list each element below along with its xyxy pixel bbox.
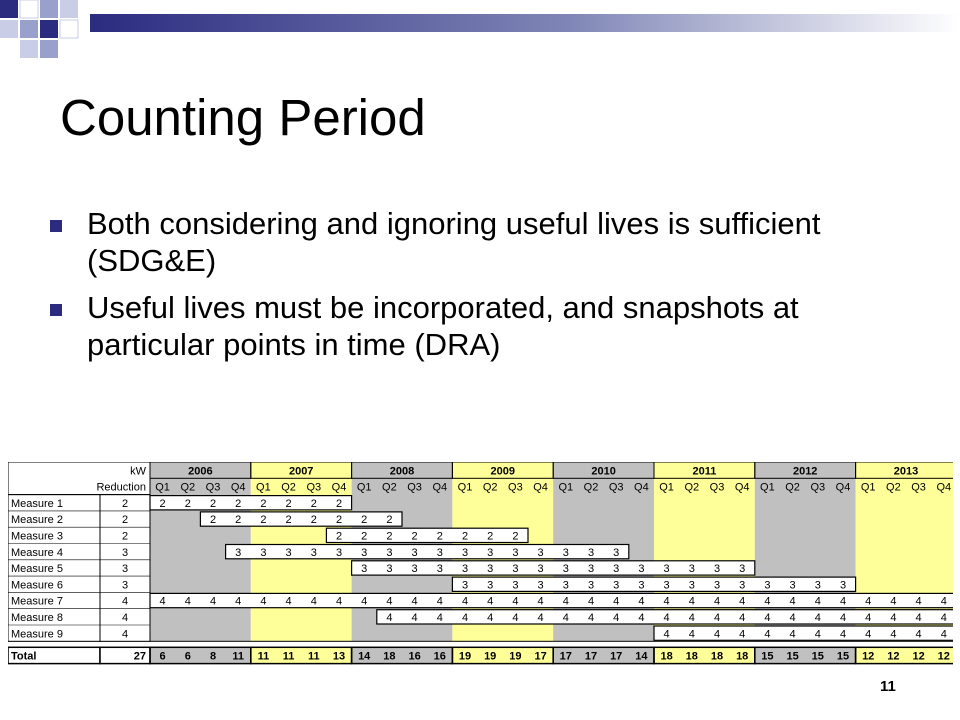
measure-7-value-q7: 4: [310, 595, 317, 608]
measure-6-value-q14: 3: [487, 579, 494, 592]
measure-1-value-q5: 2: [260, 497, 267, 510]
measure-1-value-q1: 2: [159, 497, 166, 510]
total-separator: [8, 641, 953, 647]
measure-3-value-q11: 2: [411, 530, 418, 543]
measure-6-value-q17: 3: [562, 579, 569, 592]
measure-6-value-q16: 3: [537, 579, 544, 592]
measure-3-value-q15: 2: [512, 530, 519, 543]
measure-7-value-q30: 4: [890, 595, 897, 608]
measure-6-value-q26: 3: [789, 579, 796, 592]
measure-6-value-q27: 3: [814, 579, 821, 592]
slide-title: Counting Period: [60, 89, 426, 146]
measure-9-value-q23: 4: [713, 628, 721, 641]
total-value-q15: 19: [509, 650, 522, 663]
header-square-2: [20, 0, 38, 18]
measure-8-value-q28: 4: [839, 612, 847, 624]
bullet-text-1: Both considering and ignoring useful lives is sufficient (SDG&E): [87, 206, 821, 278]
total-value-q24: 18: [736, 650, 749, 663]
total-value-q30: 12: [887, 650, 900, 663]
measure-8-value-q19: 4: [613, 612, 620, 624]
measure-7-value-q25: 4: [764, 595, 771, 608]
measure-7-value-q10: 4: [386, 595, 393, 608]
total-value-q23: 18: [710, 650, 724, 663]
header-square-1: [0, 0, 18, 18]
measure-2-value-q5: 2: [260, 514, 267, 527]
measure-9-value-q30: 4: [890, 628, 897, 641]
measure-9-value-q28: 4: [839, 628, 847, 641]
measure-4-value-q13: 3: [461, 546, 469, 559]
total-value-q2: 6: [184, 650, 191, 663]
measure-kw-3: 2: [121, 530, 129, 543]
measure-7-value-q19: 4: [613, 595, 620, 608]
header-kw-label: kW: [130, 465, 146, 478]
quarter-header-2009-Q2: Q2: [482, 481, 498, 494]
measure-7-value-q17: 4: [562, 595, 569, 608]
measure-8-value-q29: 4: [865, 612, 872, 624]
quarter-header-2009-Q4: Q4: [533, 481, 548, 494]
measure-5-value-q10: 3: [386, 563, 393, 576]
measure-5-value-q24: 3: [739, 563, 746, 576]
quarter-header-2008-Q3: Q3: [407, 481, 422, 494]
measure-span-7: [150, 593, 953, 607]
total-value-q16: 17: [534, 650, 547, 663]
header-square-10: [40, 40, 58, 58]
measure-7-value-q1: 4: [159, 595, 166, 608]
measure-6-value-q18: 3: [587, 579, 595, 592]
quarter-header-2012-Q4: Q4: [835, 481, 851, 494]
measure-6-value-q23: 3: [713, 579, 721, 592]
measure-4-value-q4: 3: [235, 546, 242, 559]
measure-label-1: Measure 1: [11, 497, 63, 510]
total-value-q19: 17: [610, 650, 623, 663]
total-value-q26: 15: [786, 650, 799, 663]
header-gradient-stripe: [90, 14, 960, 32]
measure-7-value-q14: 4: [487, 595, 494, 608]
measure-4-value-q14: 3: [487, 546, 494, 559]
total-value-q10: 18: [383, 650, 396, 663]
year-header-2012: 2012: [792, 465, 818, 478]
measure-4-value-q7: 3: [310, 546, 317, 559]
measure-8-value-q15: 4: [512, 612, 519, 624]
measure-2-value-q3: 2: [209, 514, 217, 527]
measure-4-value-q18: 3: [587, 546, 595, 559]
measure-1-value-q4: 2: [235, 497, 242, 510]
measure-9-value-q29: 4: [865, 628, 872, 641]
counting-period-table: [8, 462, 953, 667]
measure-kw-8: 4: [121, 612, 129, 624]
quarter-header-2007-Q2: Q2: [281, 481, 296, 494]
measure-8-value-q27: 4: [814, 612, 821, 624]
bullet-item-1: [50, 205, 930, 279]
measure-kw-9: 4: [121, 628, 129, 641]
measure-kw-7: 4: [121, 595, 129, 608]
quarter-header-2011-Q2: Q2: [684, 481, 700, 494]
measure-8-value-q17: 4: [562, 612, 569, 624]
measure-7-value-q16: 4: [537, 595, 544, 608]
measure-3-value-q13: 2: [461, 530, 469, 543]
measure-6-value-q21: 3: [663, 579, 670, 592]
measure-8-value-q24: 4: [739, 612, 746, 624]
quarter-header-2013-Q2: Q2: [886, 481, 901, 494]
measure-3-value-q9: 2: [361, 530, 368, 543]
measure-5-value-q13: 3: [461, 563, 469, 576]
measure-5-value-q11: 3: [411, 563, 418, 576]
measure-5-value-q15: 3: [512, 563, 519, 576]
header-square-8: [60, 20, 78, 38]
measure-6-value-q25: 3: [764, 579, 771, 592]
header-square-7: [40, 20, 58, 38]
total-value-q32: 12: [937, 650, 950, 663]
measure-7-value-q8: 4: [335, 595, 343, 608]
quarter-header-2009-Q1: Q1: [457, 481, 473, 494]
measure-7-value-q4: 4: [235, 595, 242, 608]
quarter-header-2008-Q2: Q2: [382, 481, 397, 494]
total-value-q11: 16: [408, 650, 421, 663]
measure-4-value-q16: 3: [537, 546, 544, 559]
measure-6-value-q13: 3: [461, 579, 469, 592]
measure-6-value-q20: 3: [638, 579, 645, 592]
year-header-2011: 2011: [692, 465, 717, 478]
measure-label-8: Measure 8: [11, 612, 63, 624]
measure-7-value-q22: 4: [688, 595, 695, 608]
measure-span-9: [654, 626, 953, 640]
measure-8-value-q30: 4: [890, 612, 897, 624]
measure-9-value-q31: 4: [915, 628, 922, 641]
measure-5-value-q20: 3: [638, 563, 645, 576]
measure-7-value-q3: 4: [209, 595, 217, 608]
header-square-6: [20, 20, 38, 38]
measure-5-value-q16: 3: [537, 563, 544, 576]
measure-7-value-q15: 4: [512, 595, 519, 608]
measure-2-value-q9: 2: [361, 514, 368, 527]
measure-8-value-q10: 4: [386, 612, 393, 624]
measure-4-value-q5: 3: [260, 546, 267, 559]
total-value-q31: 12: [912, 650, 925, 663]
measure-3-value-q10: 2: [386, 530, 393, 543]
measure-8-value-q26: 4: [789, 612, 796, 624]
bullet-item-2: [50, 289, 930, 363]
measure-4-value-q15: 3: [512, 546, 519, 559]
measure-5-value-q19: 3: [613, 563, 620, 576]
quarter-header-2011-Q3: Q3: [709, 481, 725, 494]
measure-7-value-q9: 4: [361, 595, 368, 608]
year-header-2006: 2006: [188, 465, 213, 478]
total-value-q22: 18: [685, 650, 698, 663]
measure-4-value-q12: 3: [436, 546, 443, 559]
measure-label-2: Measure 2: [11, 514, 63, 527]
total-value-q27: 15: [811, 650, 824, 663]
measure-2-value-q4: 2: [235, 514, 242, 527]
measure-label-6: Measure 6: [11, 579, 63, 592]
year-header-2010: 2010: [591, 465, 616, 478]
header-square-5: [0, 20, 18, 38]
measure-6-value-q22: 3: [688, 579, 695, 592]
total-value-q20: 14: [635, 650, 648, 663]
measure-4-value-q19: 3: [613, 546, 620, 559]
total-value-q21: 18: [660, 650, 673, 663]
measure-5-value-q22: 3: [688, 563, 695, 576]
measure-4-value-q8: 3: [335, 546, 343, 559]
header-square-4: [60, 0, 78, 18]
total-value-q3: 8: [209, 650, 217, 663]
measure-7-value-q23: 4: [713, 595, 721, 608]
measure-6-value-q15: 3: [512, 579, 519, 592]
measure-4-value-q17: 3: [562, 546, 569, 559]
measure-2-value-q7: 2: [310, 514, 317, 527]
measure-9-value-q21: 4: [663, 628, 670, 641]
measure-label-5: Measure 5: [11, 563, 63, 576]
year-header-2007: 2007: [288, 465, 314, 478]
total-value-q4: 11: [232, 650, 245, 663]
measure-8-value-q31: 4: [915, 612, 922, 624]
total-value-q1: 6: [159, 650, 166, 663]
measure-7-value-q32: 4: [940, 595, 947, 608]
measure-5-value-q9: 3: [361, 563, 368, 576]
header-square-3: [40, 0, 58, 18]
measure-7-value-q11: 4: [411, 595, 418, 608]
quarter-header-2013-Q4: Q4: [936, 481, 952, 494]
quarter-header-2008-Q4: Q4: [432, 481, 448, 494]
quarter-header-2012-Q3: Q3: [810, 481, 826, 494]
measure-8-value-q12: 4: [436, 612, 443, 624]
measure-1-value-q8: 2: [335, 497, 343, 510]
measure-8-value-q25: 4: [764, 612, 771, 624]
measure-2-value-q8: 2: [335, 514, 343, 527]
quarter-header-2013-Q3: Q3: [911, 481, 926, 494]
year-header-2009: 2009: [490, 465, 516, 478]
measure-7-value-q28: 4: [839, 595, 847, 608]
quarter-header-2010-Q3: Q3: [608, 481, 624, 494]
measure-9-value-q32: 4: [940, 628, 947, 641]
measure-1-value-q3: 2: [209, 497, 217, 510]
measure-7-value-q24: 4: [739, 595, 746, 608]
quarter-header-2007-Q3: Q3: [306, 481, 322, 494]
measure-9-value-q27: 4: [814, 628, 821, 641]
measure-8-value-q21: 4: [663, 612, 670, 624]
quarter-header-2010-Q4: Q4: [634, 481, 649, 494]
measure-timeline-grid: [8, 462, 953, 667]
measure-5-value-q12: 3: [436, 563, 443, 576]
measure-kw-2: 2: [121, 514, 129, 527]
quarter-header-2012-Q2: Q2: [785, 481, 800, 494]
measure-7-value-q26: 4: [789, 595, 796, 608]
measure-9-value-q22: 4: [688, 628, 695, 641]
header-reduction-label: Reduction: [96, 481, 146, 494]
measure-4-value-q10: 3: [386, 546, 393, 559]
year-header-2008: 2008: [389, 465, 415, 478]
measure-7-value-q18: 4: [587, 595, 595, 608]
measure-span-2: [200, 512, 402, 526]
total-value-q14: 19: [484, 650, 497, 663]
measure-kw-6: 3: [121, 579, 129, 592]
year-header-2013: 2013: [893, 465, 919, 478]
quarter-header-2010-Q2: Q2: [583, 481, 599, 494]
measure-label-4: Measure 4: [11, 546, 63, 559]
measure-3-value-q12: 2: [436, 530, 443, 543]
measure-kw-1: 2: [121, 497, 129, 510]
measure-5-value-q23: 3: [713, 563, 721, 576]
measure-6-value-q24: 3: [739, 579, 746, 592]
measure-kw-4: 3: [121, 546, 129, 559]
measure-4-value-q11: 3: [411, 546, 418, 559]
measure-8-value-q13: 4: [461, 612, 469, 624]
measure-7-value-q5: 4: [260, 595, 267, 608]
measure-9-value-q25: 4: [764, 628, 771, 641]
measure-6-value-q28: 3: [839, 579, 847, 592]
measure-2-value-q10: 2: [386, 514, 393, 527]
measure-8-value-q11: 4: [411, 612, 418, 624]
total-value-q18: 17: [584, 650, 598, 663]
header-square-9: [20, 40, 38, 58]
measure-5-value-q17: 3: [562, 563, 569, 576]
measure-7-value-q29: 4: [865, 595, 872, 608]
total-value-q9: 14: [358, 650, 371, 663]
measure-5-value-q14: 3: [487, 563, 494, 576]
total-value-q5: 11: [257, 650, 270, 663]
total-value-q8: 13: [332, 650, 346, 663]
measure-4-value-q6: 3: [285, 546, 292, 559]
measure-8-value-q32: 4: [940, 612, 947, 624]
measure-7-value-q13: 4: [461, 595, 469, 608]
measure-1-value-q6: 2: [285, 497, 292, 510]
measure-7-value-q2: 4: [184, 595, 191, 608]
quarter-header-2006-Q3: Q3: [205, 481, 221, 494]
measure-label-3: Measure 3: [11, 530, 63, 543]
quarter-header-2013-Q1: Q1: [860, 481, 876, 494]
quarter-header-2006-Q4: Q4: [230, 481, 246, 494]
measure-9-value-q24: 4: [739, 628, 746, 641]
total-value-q13: 19: [458, 650, 472, 663]
measure-span-1: [150, 496, 352, 510]
quarter-header-2007-Q4: Q4: [331, 481, 347, 494]
measure-8-value-q22: 4: [688, 612, 695, 624]
total-value-q17: 17: [559, 650, 572, 663]
measure-3-value-q14: 2: [487, 530, 494, 543]
square-bullet-icon: [50, 220, 62, 232]
measure-7-value-q20: 4: [638, 595, 645, 608]
bullet-text-2: Useful lives must be incorporated, and snapshots at particular points in time (DRA): [87, 290, 799, 362]
measure-2-value-q6: 2: [285, 514, 292, 527]
quarter-header-2010-Q1: Q1: [558, 481, 574, 494]
total-kw: 27: [133, 650, 146, 663]
total-value-q29: 12: [862, 650, 875, 663]
quarter-header-2008-Q1: Q1: [356, 481, 372, 494]
measure-7-value-q27: 4: [814, 595, 821, 608]
measure-5-value-q18: 3: [587, 563, 595, 576]
measure-7-value-q31: 4: [915, 595, 922, 608]
measure-4-value-q9: 3: [361, 546, 368, 559]
quarter-header-2009-Q3: Q3: [508, 481, 523, 494]
quarter-header-2006-Q2: Q2: [180, 481, 196, 494]
total-value-q6: 11: [282, 650, 295, 663]
measure-7-value-q6: 4: [285, 595, 292, 608]
square-bullet-icon: [50, 304, 62, 316]
measure-8-value-q20: 4: [638, 612, 645, 624]
measure-8-value-q16: 4: [537, 612, 544, 624]
measure-1-value-q2: 2: [184, 497, 191, 510]
quarter-header-2011-Q4: Q4: [734, 481, 750, 494]
measure-8-value-q14: 4: [487, 612, 494, 624]
quarter-header-2011-Q1: Q1: [659, 481, 674, 494]
measure-8-value-q23: 4: [713, 612, 721, 624]
measure-8-value-q18: 4: [587, 612, 595, 624]
measure-5-value-q21: 3: [663, 563, 670, 576]
total-value-q25: 15: [761, 650, 774, 663]
quarter-header-2012-Q1: Q1: [760, 481, 775, 494]
quarter-header-2006-Q1: Q1: [155, 481, 170, 494]
measure-7-value-q21: 4: [663, 595, 670, 608]
page-number: 11: [880, 678, 896, 695]
measure-3-value-q8: 2: [335, 530, 343, 543]
measure-label-7: Measure 7: [11, 595, 63, 608]
quarter-header-2007-Q1: Q1: [256, 481, 271, 494]
total-value-q7: 11: [307, 650, 320, 663]
total-value-q12: 16: [433, 650, 446, 663]
total-value-q28: 15: [836, 650, 850, 663]
measure-kw-5: 3: [121, 563, 129, 576]
measure-7-value-q12: 4: [436, 595, 443, 608]
header-gradient-graphic: [0, 0, 960, 60]
measure-9-value-q26: 4: [789, 628, 796, 641]
measure-span-3: [326, 528, 528, 542]
total-label: Total: [11, 650, 37, 663]
measure-label-9: Measure 9: [11, 628, 63, 641]
measure-6-value-q19: 3: [613, 579, 620, 592]
top-decorative-bar: [0, 0, 960, 60]
measure-1-value-q7: 2: [310, 497, 317, 510]
bullet-list: [50, 205, 930, 373]
